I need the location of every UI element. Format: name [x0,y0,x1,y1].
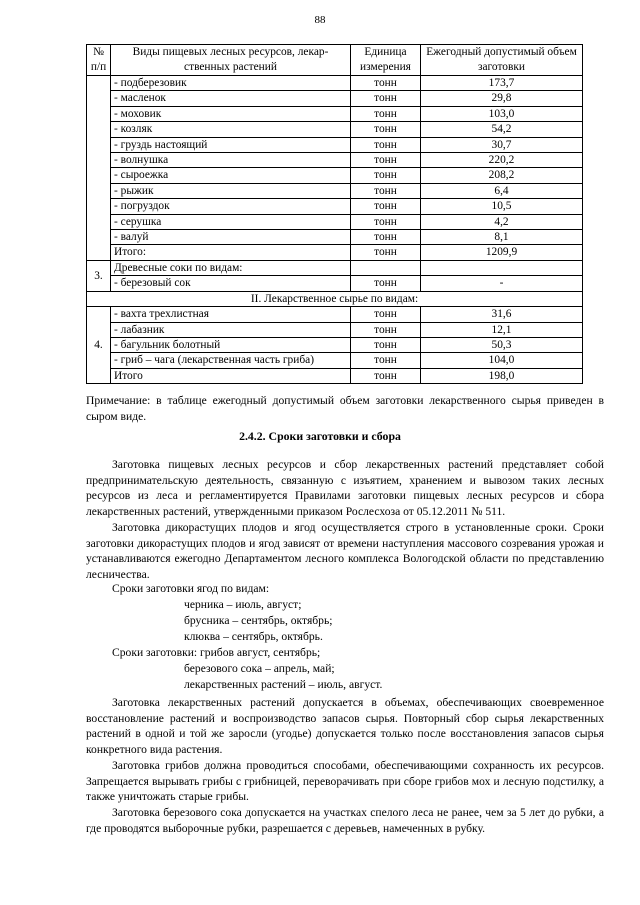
page-number: 88 [314,14,326,26]
resource-name: - погруздок [111,199,351,214]
resource-unit: тонн [351,168,421,183]
resource-unit: тонн [351,322,421,337]
section-heading: 2.4.2. Сроки заготовки и сбора [239,429,401,443]
resource-volume: 103,0 [421,106,583,121]
resource-unit: тонн [351,276,421,291]
resource-volume: 208,2 [421,168,583,183]
table-row [87,91,583,106]
resource-volume: 104,0 [421,353,583,368]
total-unit: тонн [351,245,421,260]
resource-name: - сыроежка [111,168,351,183]
resource-unit: тонн [351,122,421,137]
section-title: II. Лекарственное сырье по видам: [87,291,583,306]
table-row [87,168,583,183]
resource-volume: 12,1 [421,322,583,337]
resource-name: - волнушка [111,153,351,168]
resource-name: - валуй [111,230,351,245]
note-text: Примечание: в таблице ежегодный допустимый объем заготовки лекарственного сырья приведен в сыром виде. [86,394,604,423]
resource-unit: тонн [351,106,421,121]
table-row [87,214,583,229]
resource-volume: 8,1 [421,230,583,245]
resources-table [86,44,583,384]
resource-volume: 31,6 [421,307,583,322]
table-row [87,106,583,121]
total-volume: 198,0 [421,368,583,383]
resource-volume: 6,4 [421,183,583,198]
table-row [87,199,583,214]
resource-name: - березовый сок [111,276,351,291]
table-section-row [87,291,583,306]
body-text-block-2 [86,695,604,836]
resource-name: - гриб – чага (лекарственная часть гриба) [111,353,351,368]
resource-name: - моховик [111,106,351,121]
resource-name: - вахта трехлистная [111,307,351,322]
header-name: Виды пищевых лесных ресурсов, лекар-ственных растений [111,45,351,76]
header-volume: Ежегодный допустимый объем заготовки [421,45,583,76]
resource-name: - груздь настоящий [111,137,351,152]
header-unit: Единица измерения [351,45,421,76]
resource-volume: 220,2 [421,153,583,168]
resource-unit: тонн [351,199,421,214]
empty-cell [351,260,421,275]
resource-volume: 10,5 [421,199,583,214]
total-label: Итого: [111,245,351,260]
table-row [87,353,583,368]
resource-name: - рыжик [111,183,351,198]
resource-volume: 4,2 [421,214,583,229]
table-row [87,230,583,245]
total-volume: 1209,9 [421,245,583,260]
table-row [87,153,583,168]
table-row [87,322,583,337]
resource-volume: - [421,276,583,291]
table-header-row [87,45,583,76]
table-row [87,307,583,322]
table-total-row [87,245,583,260]
row-number: 3. [87,260,111,291]
resource-volume: 29,8 [421,91,583,106]
row-number: 4. [87,307,111,384]
resource-unit: тонн [351,76,421,91]
resource-unit: тонн [351,183,421,198]
paragraph: Заготовка березового сока допускается на участках спелого леса не ранее, чем за 5 лет до рубки, а где проводятся выборочные рубки, разрешается с деревьев, намеченных в рубку. [86,805,604,835]
resource-unit: тонн [351,214,421,229]
empty-cell [421,260,583,275]
total-unit: тонн [351,368,421,383]
empty-num-cell [87,76,111,261]
table-row [87,337,583,352]
resource-unit: тонн [351,337,421,352]
resource-volume: 30,7 [421,137,583,152]
other-term: березового сока – апрель, май; [184,662,335,675]
paragraph: Заготовка пищевых лесных ресурсов и сбор лекарственных растений представляет собой предпринимательскую деятельность, связанную с изъятием, хранением и вывозом таких лесных ресурсов из леса и регламентируется Правилами заготовки пищевых лесных ресурсов и сбора лекарственных растений, утвержденными приказом Рослесхоза от 05.12.2011 № 511. [86,458,604,519]
table-row [87,76,583,91]
resource-name: - подберезовик [111,76,351,91]
table-note [86,393,604,424]
resource-unit: тонн [351,353,421,368]
resource-name: - багульник болотный [111,337,351,352]
paragraph: Заготовка лекарственных растений допускается в объемах, обеспечивающих своевременное восстановление растений и воспроизводство запасов сырья. Повторный сбор сырья лекарственных растений в одной и той же заросли (угодье) допускается только после восстановления запасов сырья конкретного вида растения. [86,696,604,757]
header-num: № п/п [87,45,111,76]
resource-name: - козляк [111,122,351,137]
body-text-block-1 [86,457,604,583]
resource-unit: тонн [351,153,421,168]
paragraph: Заготовка дикорастущих плодов и ягод осуществляется строго в установленные сроки. Сроки заготовки дикорастущих плодов и ягод зависят от времени наступления массового созревания урожая и устанавливаются ежегодно Департаментом лесного комплекса Вологодской области по представлению лесничества. [86,520,604,581]
berry-term: брусника – сентябрь, октябрь; [184,614,333,627]
total-label: Итого [111,368,351,383]
resource-volume: 173,7 [421,76,583,91]
table-row [87,183,583,198]
resource-unit: тонн [351,91,421,106]
resource-volume: 50,3 [421,337,583,352]
berry-term: черника – июль, август; [184,598,302,611]
group-title: Древесные соки по видам: [111,260,351,275]
resource-unit: тонн [351,307,421,322]
resource-name: - масленок [111,91,351,106]
other-intro: Сроки заготовки: грибов август, сентябрь; [112,646,321,659]
table-row [87,122,583,137]
table-row [87,137,583,152]
resource-unit: тонн [351,230,421,245]
berries-intro: Сроки заготовки ягод по видам: [112,582,270,595]
resource-unit: тонн [351,137,421,152]
berry-term: клюква – сентябрь, октябрь. [184,630,323,643]
other-term: лекарственных растений – июль, август. [184,678,383,691]
table-row [87,260,583,275]
table-total-row [87,368,583,383]
resource-name: - серушка [111,214,351,229]
resource-name: - лабазник [111,322,351,337]
resource-volume: 54,2 [421,122,583,137]
table-row [87,276,583,291]
paragraph: Заготовка грибов должна проводиться способами, обеспечивающими сохранность их ресурсов. Запрещается вырывать грибы с грибницей, переворачивать при сборе грибов мох и лесную подстилку, а также уничтожать старые грибы. [86,758,604,804]
